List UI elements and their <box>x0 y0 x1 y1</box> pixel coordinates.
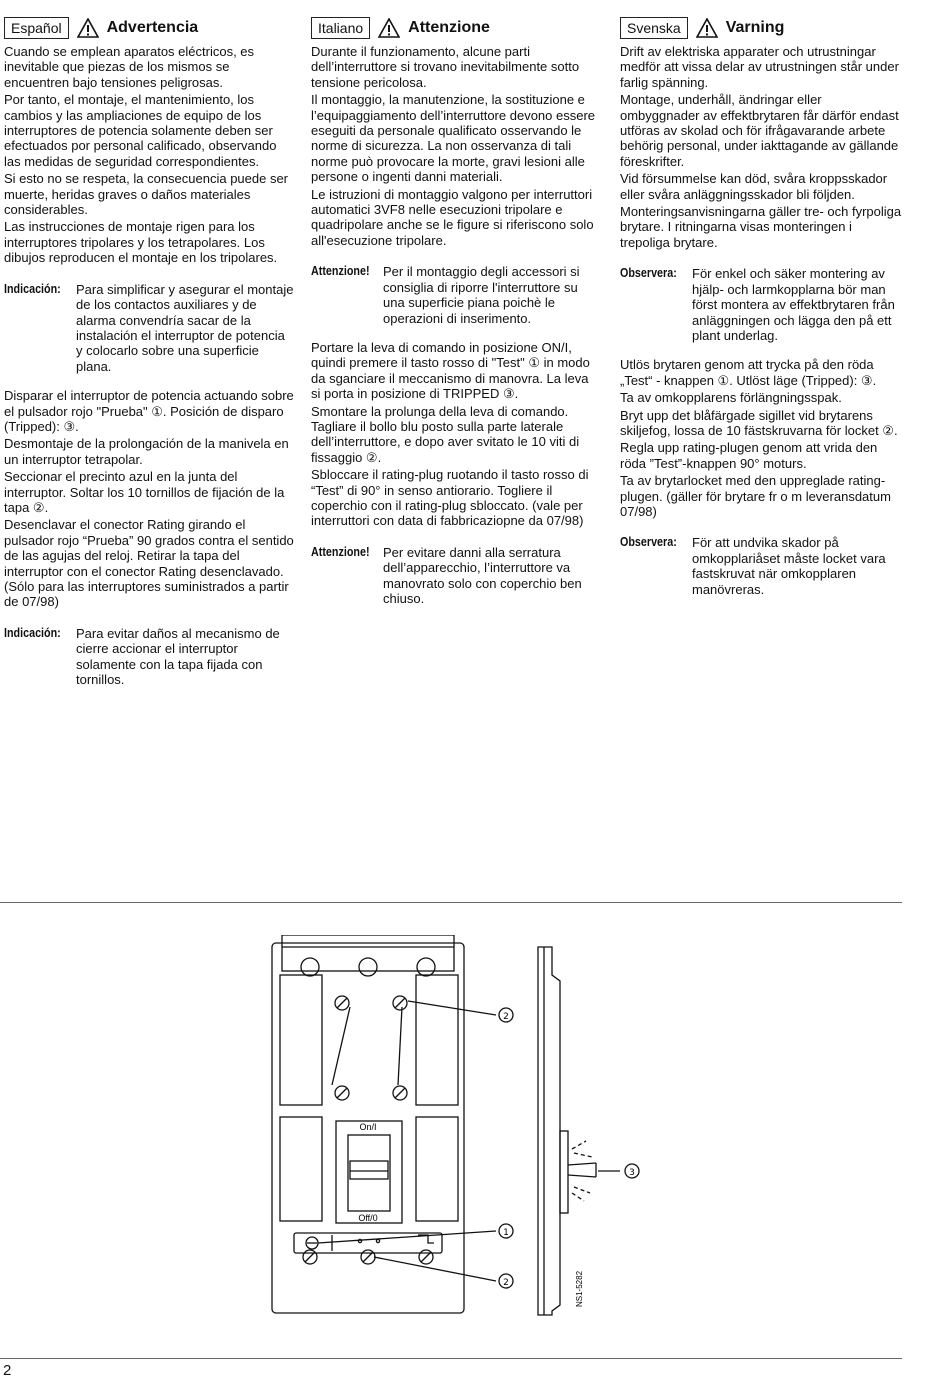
note-label: Indicación: <box>4 281 61 296</box>
step: Regla upp rating-plugen genom att vrida den röda ”Test”-knappen 90° moturs. <box>620 440 878 471</box>
callout-2-top: 2 <box>503 1012 509 1022</box>
section-title: Advertencia <box>106 19 199 36</box>
note-text: Para evitar daños al mecanismo de cierre accionar el interruptor solamente con la tapa fijada con tornillos. <box>76 625 280 688</box>
drawing-number: NS1-5282 <box>575 1270 584 1307</box>
paragraph: Por tanto, el montaje, el mantenimiento, los cambios y las ampliaciones de equipo de los interruptores de potencia solamente deben ser efectuados por personal calificado, observando las medidas de seguridad correspondientes. <box>4 92 277 169</box>
page-number: 2 <box>3 1362 12 1379</box>
warning-icon <box>696 18 718 38</box>
note <box>311 545 595 607</box>
step: Bryt upp det blåfärgade sigillet vid brytarens skiljefog, lossa de 10 fästskruvarna för locket ②. <box>620 407 898 438</box>
note-text: För enkel och säker montering av hjälp- och larmkopplarna bör man först montera av effektbrytaren från anläggningen och lägga den på ett plant underlag. <box>692 266 895 343</box>
note-text: För att undvika skador på omkopplariåset måste locket vara fastskruvat när omkopplaren manövreras. <box>692 535 886 597</box>
note <box>4 282 294 374</box>
divider-top <box>0 902 902 903</box>
section-title: Attenzione <box>408 19 490 36</box>
note-label: Observera: <box>620 535 677 550</box>
divider-bottom <box>0 1358 902 1359</box>
step: Disparar el interruptor de potencia actuando sobre el pulsador rojo "Prueba" ①. Posición de disparo (Tripped): ③. <box>4 388 294 434</box>
note <box>620 535 904 597</box>
warning-icon <box>378 18 400 38</box>
section-header <box>4 14 294 42</box>
column-italiano <box>311 14 595 606</box>
language-label: Español <box>4 17 69 39</box>
section-header <box>620 14 904 42</box>
paragraph: Montage, underhåll, ändringar eller ombyggnader av effektbrytaren får därför endast utföras av skolad och för ifrågavarande arbete behörig personal, under iakttagande av gällande föreskrifter. <box>620 92 899 169</box>
paragraph: Drift av elektriska apparater och utrustningar medför att vissa delar av utrustningen står under farlig spänning. <box>620 44 899 90</box>
paragraph: Le istruzioni di montaggio valgono per interruttori automatici 3VF8 nelle esecuzioni tripolare e quadripolare anche se le figure si riferiscono solo all'esecuzione tripolare. <box>311 186 594 248</box>
warning-icon <box>77 18 99 38</box>
note-label: Observera: <box>620 266 677 281</box>
paragraph: Monteringsanvisningarna gäller tre- och fyrpoliga brytare. I ritningarna visas monteringen i trepoliga brytare. <box>620 204 902 250</box>
note-text: Para simplificar y asegurar el montaje de los contactos auxiliares y de alarma convendría sacar de la instalación el interruptor de potencia y colocarlo sobre una superficie plana. <box>76 281 294 374</box>
step: Sbloccare il rating-plug ruotando il tasto rosso di “Test” di 90° in senso antiorario. Togliere il coperchio con il rating-plug sbloccato. (vale per interruttori con data di fabbricaziopne da 07/98) <box>311 467 589 529</box>
paragraph: Durante il funzionamento, alcune parti dell’interruttore si trovano inevitabilmente sotto tensione pericolosa. <box>311 44 580 90</box>
note-text: Per il montaggio degli accessori si consiglia di riporre l'interruttore su una superficie piana poichè le operazioni di inserimento. <box>383 264 580 326</box>
paragraph: Il montaggio, la manutenzione, la sostituzione e l’equipaggiamento dell’interruttore devono essere eseguiti da personale qualificato osservando le norme di sicurezza. La non osservanza di tali norme può provocare la morte, gravi lesioni alle persone o ingenti danni materiali. <box>311 92 596 185</box>
step: Desmontaje de la prolongación de la manivela en un interruptor tetrapolar. <box>4 436 289 467</box>
callout-3: 3 <box>629 1168 635 1178</box>
language-label: Italiano <box>311 17 370 39</box>
side-view <box>538 947 560 1315</box>
step: Smontare la prolunga della leva di comando. Tagliare il bollo blu posto sulla parte laterale dell’interruttore, e dopo aver svitato le 10 viti di fissaggio ②. <box>311 403 580 465</box>
language-label: Svenska <box>620 17 688 39</box>
paragraph: Vid försummelse kan död, svåra kroppsskador eller svåra anläggningsskador bli följden. <box>620 171 888 202</box>
step: Utlös brytaren genom att trycka på den röda „Test“ - knappen ①. Utlöst läge (Tripped): ③. <box>620 357 877 388</box>
note-label: Attenzione! <box>311 264 370 279</box>
note <box>4 626 294 688</box>
note-label: Attenzione! <box>311 544 370 559</box>
column-espanol <box>4 14 294 687</box>
note-text: Per evitare danni alla serratura dell’apparecchio, l’interruttore va manovrato solo con coperchio ben chiuso. <box>383 544 582 606</box>
step: Seccionar el precinto azul en la junta del interruptor. Soltar los 10 tornillos de fijación de la tapa ②. <box>4 469 285 515</box>
section-title: Varning <box>725 19 785 36</box>
breaker-diagram <box>270 935 670 1335</box>
paragraph: Si esto no se respeta, la consecuencia puede ser muerte, heridas graves o daños materiales considerables. <box>4 171 289 218</box>
label-off: Off/0 <box>358 1213 378 1223</box>
column-svenska <box>620 14 904 597</box>
note <box>311 264 595 326</box>
step: Portare la leva di comando in posizione ON/I, quindi premere il tasto rosso di "Test" ① in modo da sganciare il meccanismo di manovra. La leva si porta in posizione di TRIPPED ③. <box>311 339 590 402</box>
paragraph: Las instrucciones de montaje rigen para los interruptores tripolares y los tetrapolares. Los dibujos reproducen el montaje en los tripolares. <box>4 219 278 266</box>
callout-1: 1 <box>503 1228 509 1238</box>
section-header <box>311 14 595 42</box>
step: Ta av brytarlocket med den uppreglade rating-plugen. (gäller för brytare fr o m leveransdatum 07/98) <box>620 473 891 519</box>
top-flange <box>282 935 454 971</box>
note <box>620 266 904 343</box>
note-label: Indicación: <box>4 625 61 640</box>
step: Desenclavar el conector Rating girando el pulsador rojo “Prueba” 90 grados contra el sentido de las agujas del reloj. Retirar la tapa del interruptor con el conector Rating desenclavado. (Sólo para las interruptores suministrados a partir de 07/98) <box>4 517 294 610</box>
paragraph: Cuando se emplean aparatos eléctricos, es inevitable que piezas de los mismos se encuentren bajo tensiones peligrosas. <box>4 44 255 90</box>
step: Ta av omkopplarens förlängningsspak. <box>620 390 842 406</box>
label-on: On/I <box>359 1122 377 1132</box>
callout-2-bottom: 2 <box>503 1278 509 1288</box>
